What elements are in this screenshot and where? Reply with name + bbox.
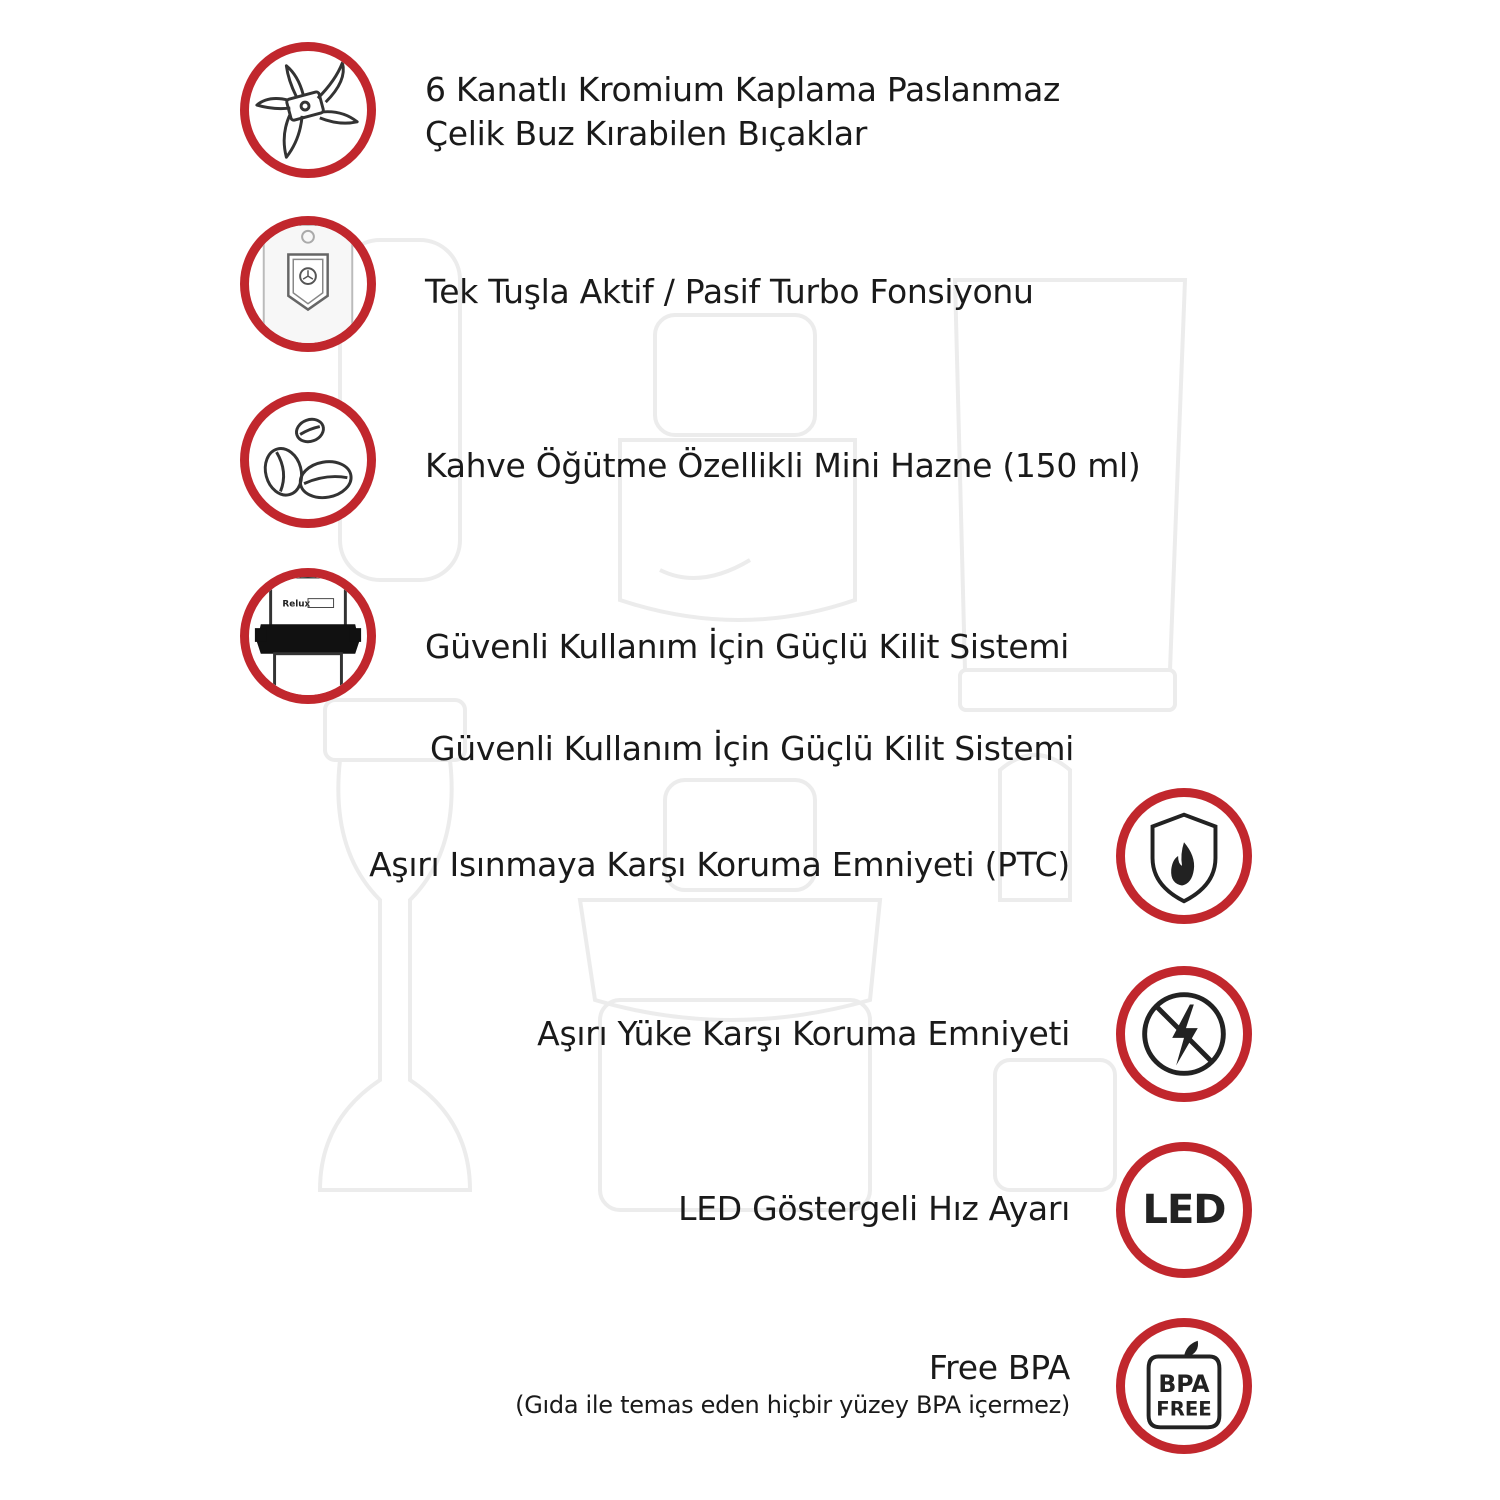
feature-bpa-note: (Gıda ile temas eden hiçbir yüzey BPA içermez) <box>515 1391 1070 1419</box>
feature-blades-line2: Çelik Buz Kırabilen Bıçaklar <box>425 114 868 153</box>
coffee-beans-icon <box>249 401 367 519</box>
lock-brand-text: Relux <box>282 599 311 610</box>
no-overload-icon <box>1125 975 1243 1093</box>
feature-blades-line1: 6 Kanatlı Kromium Kaplama Paslanmaz <box>425 70 1061 109</box>
feature-led-text: LED Göstergeli Hız Ayarı <box>678 1189 1070 1228</box>
feature-blades-text <box>425 68 1060 156</box>
feature-bpa-text <box>515 1346 1070 1420</box>
bpa-free-icon <box>1125 1327 1243 1445</box>
ptc-badge <box>1116 788 1252 924</box>
blade-badge <box>240 42 376 178</box>
coffee-badge <box>240 392 376 528</box>
overload-badge <box>1116 966 1252 1102</box>
turbo-button-icon <box>249 225 367 343</box>
lock-badge <box>240 568 376 704</box>
bpa-label: BPA <box>1158 1369 1210 1398</box>
blade-icon <box>249 51 367 169</box>
fire-shield-icon <box>1125 797 1243 915</box>
feature-turbo-text: Tek Tuşla Aktif / Pasif Turbo Fonsiyonu <box>425 272 1034 311</box>
turbo-badge <box>240 216 376 352</box>
bpa-badge <box>1116 1318 1252 1454</box>
feature-bpa-title: Free BPA <box>928 1348 1070 1387</box>
feature-overload-text: Aşırı Yüke Karşı Koruma Emniyeti <box>537 1014 1070 1053</box>
led-badge <box>1116 1142 1252 1278</box>
led-icon: LED <box>1142 1187 1226 1233</box>
feature-lock-text: Güvenli Kullanım İçin Güçlü Kilit Sistemi <box>425 627 1070 666</box>
feature-coffee-text: Kahve Öğütme Özellikli Mini Hazne (150 ml) <box>425 446 1141 485</box>
feature-lock-caption: Güvenli Kullanım İçin Güçlü Kilit Sistemi <box>430 729 1075 768</box>
free-label: FREE <box>1156 1397 1212 1421</box>
lock-system-icon <box>249 577 367 695</box>
feature-ptc-text: Aşırı Isınmaya Karşı Koruma Emniyeti (PTC) <box>369 845 1070 884</box>
